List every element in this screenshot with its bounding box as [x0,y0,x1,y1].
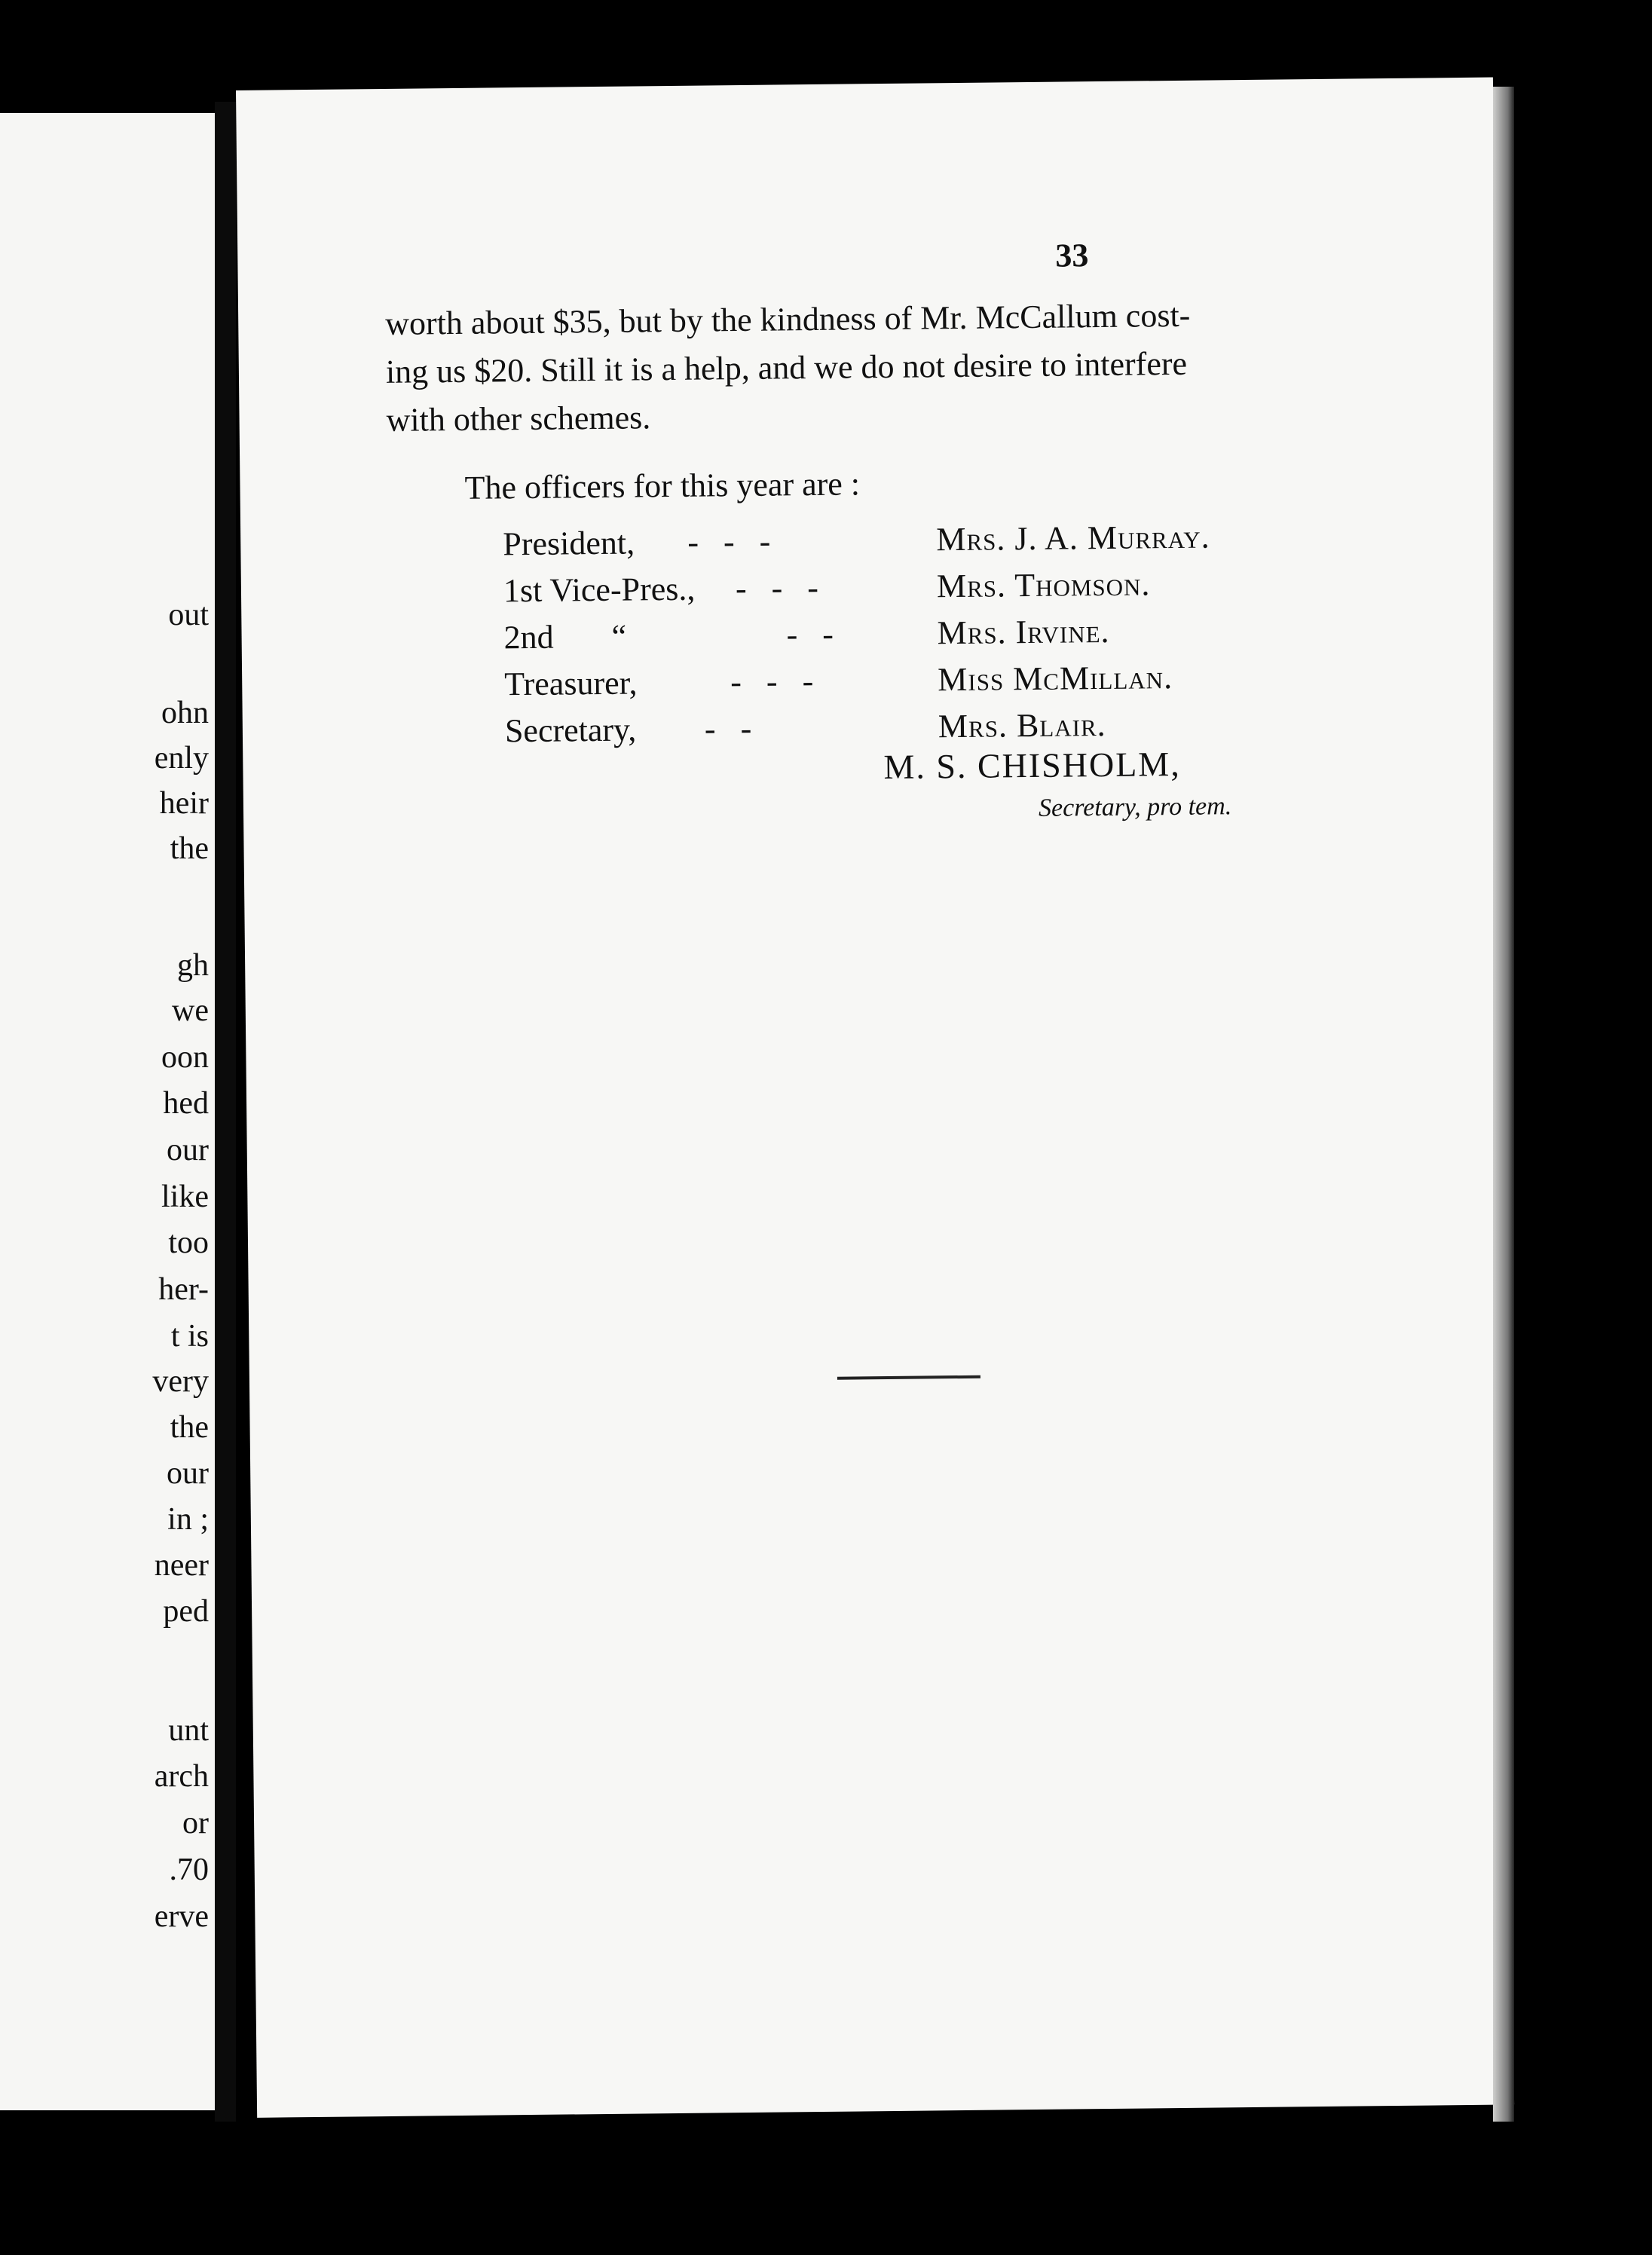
left-page-fragment: like [161,1180,209,1214]
officer-row [503,609,1371,663]
officer-role: President, [503,524,635,563]
left-page-fragment: unt [168,1713,209,1748]
left-page-fragment: we [172,993,209,1028]
left-page-fragment: gh [177,948,209,983]
signature-title: Secretary, pro tem. [1038,792,1232,822]
left-page-fragment: too [168,1225,209,1260]
left-page-fragment: .70 [169,1853,209,1887]
paragraph-line: worth about $35, but by the kindness of Mr. McCallum cost- [384,296,1191,342]
book-gutter [215,102,236,2122]
left-page-fragment: oon [161,1040,209,1075]
left-page-fragment: neer [154,1548,209,1583]
left-page-fragment: or [182,1806,209,1840]
left-page-fragment: in ; [167,1502,209,1537]
officer-row [503,516,1370,570]
officer-name: Mrs. Irvine. [937,612,1110,652]
left-page-fragment: out [168,598,209,632]
officer-role: 2nd “ [503,617,627,656]
left-page-fragment: ped [163,1594,209,1629]
left-page-fragment: heir [159,786,209,821]
signature-name: M. S. CHISHOLM, [883,744,1181,787]
officer-name: Mrs. J. A. Murray. [936,518,1210,558]
paragraph-line: with other schemes. [386,399,651,439]
leader-dashes: - - - [687,522,771,561]
leader-dashes: - - - [730,662,814,701]
left-page-fragment: erve [154,1899,209,1934]
officer-name: Miss McMillan. [937,659,1173,699]
page-number: 33 [1055,237,1089,274]
leader-dashes: - - - [735,568,819,607]
officer-name: Mrs. Thomson. [936,565,1151,605]
left-page-fragment: arch [154,1759,209,1794]
left-page-fragment: ohn [161,696,209,730]
officer-name: Mrs. Blair. [938,705,1106,745]
left-page [0,113,215,2110]
officer-row [503,562,1371,617]
officer-role: 1st Vice-Pres., [503,570,696,610]
left-page-fragment: hed [163,1086,209,1121]
officer-row [504,656,1372,710]
left-page-fragment: the [170,831,209,866]
leader-dashes: - - [704,709,752,748]
body-paragraph [385,289,1359,444]
left-page-fragment: t is [170,1319,209,1354]
left-page-fragment: very [152,1364,209,1399]
right-page [236,78,1514,2118]
left-page-fragment: the [170,1410,209,1445]
section-divider-rule [837,1375,980,1380]
left-page-fragment: our [167,1133,209,1167]
page-edge [1493,87,1514,2122]
officer-role: Secretary, [504,711,637,750]
officers-intro: The officers for this year are : [464,465,861,506]
leader-dashes: - - [786,615,834,653]
left-page-fragment: her- [158,1272,209,1307]
left-page-fragment: enly [154,741,209,776]
officer-role: Treasurer, [504,664,638,703]
left-page-fragment: our [167,1456,209,1491]
paragraph-line: ing us $20. Still it is a help, and we do not desire to interfere [385,344,1188,390]
